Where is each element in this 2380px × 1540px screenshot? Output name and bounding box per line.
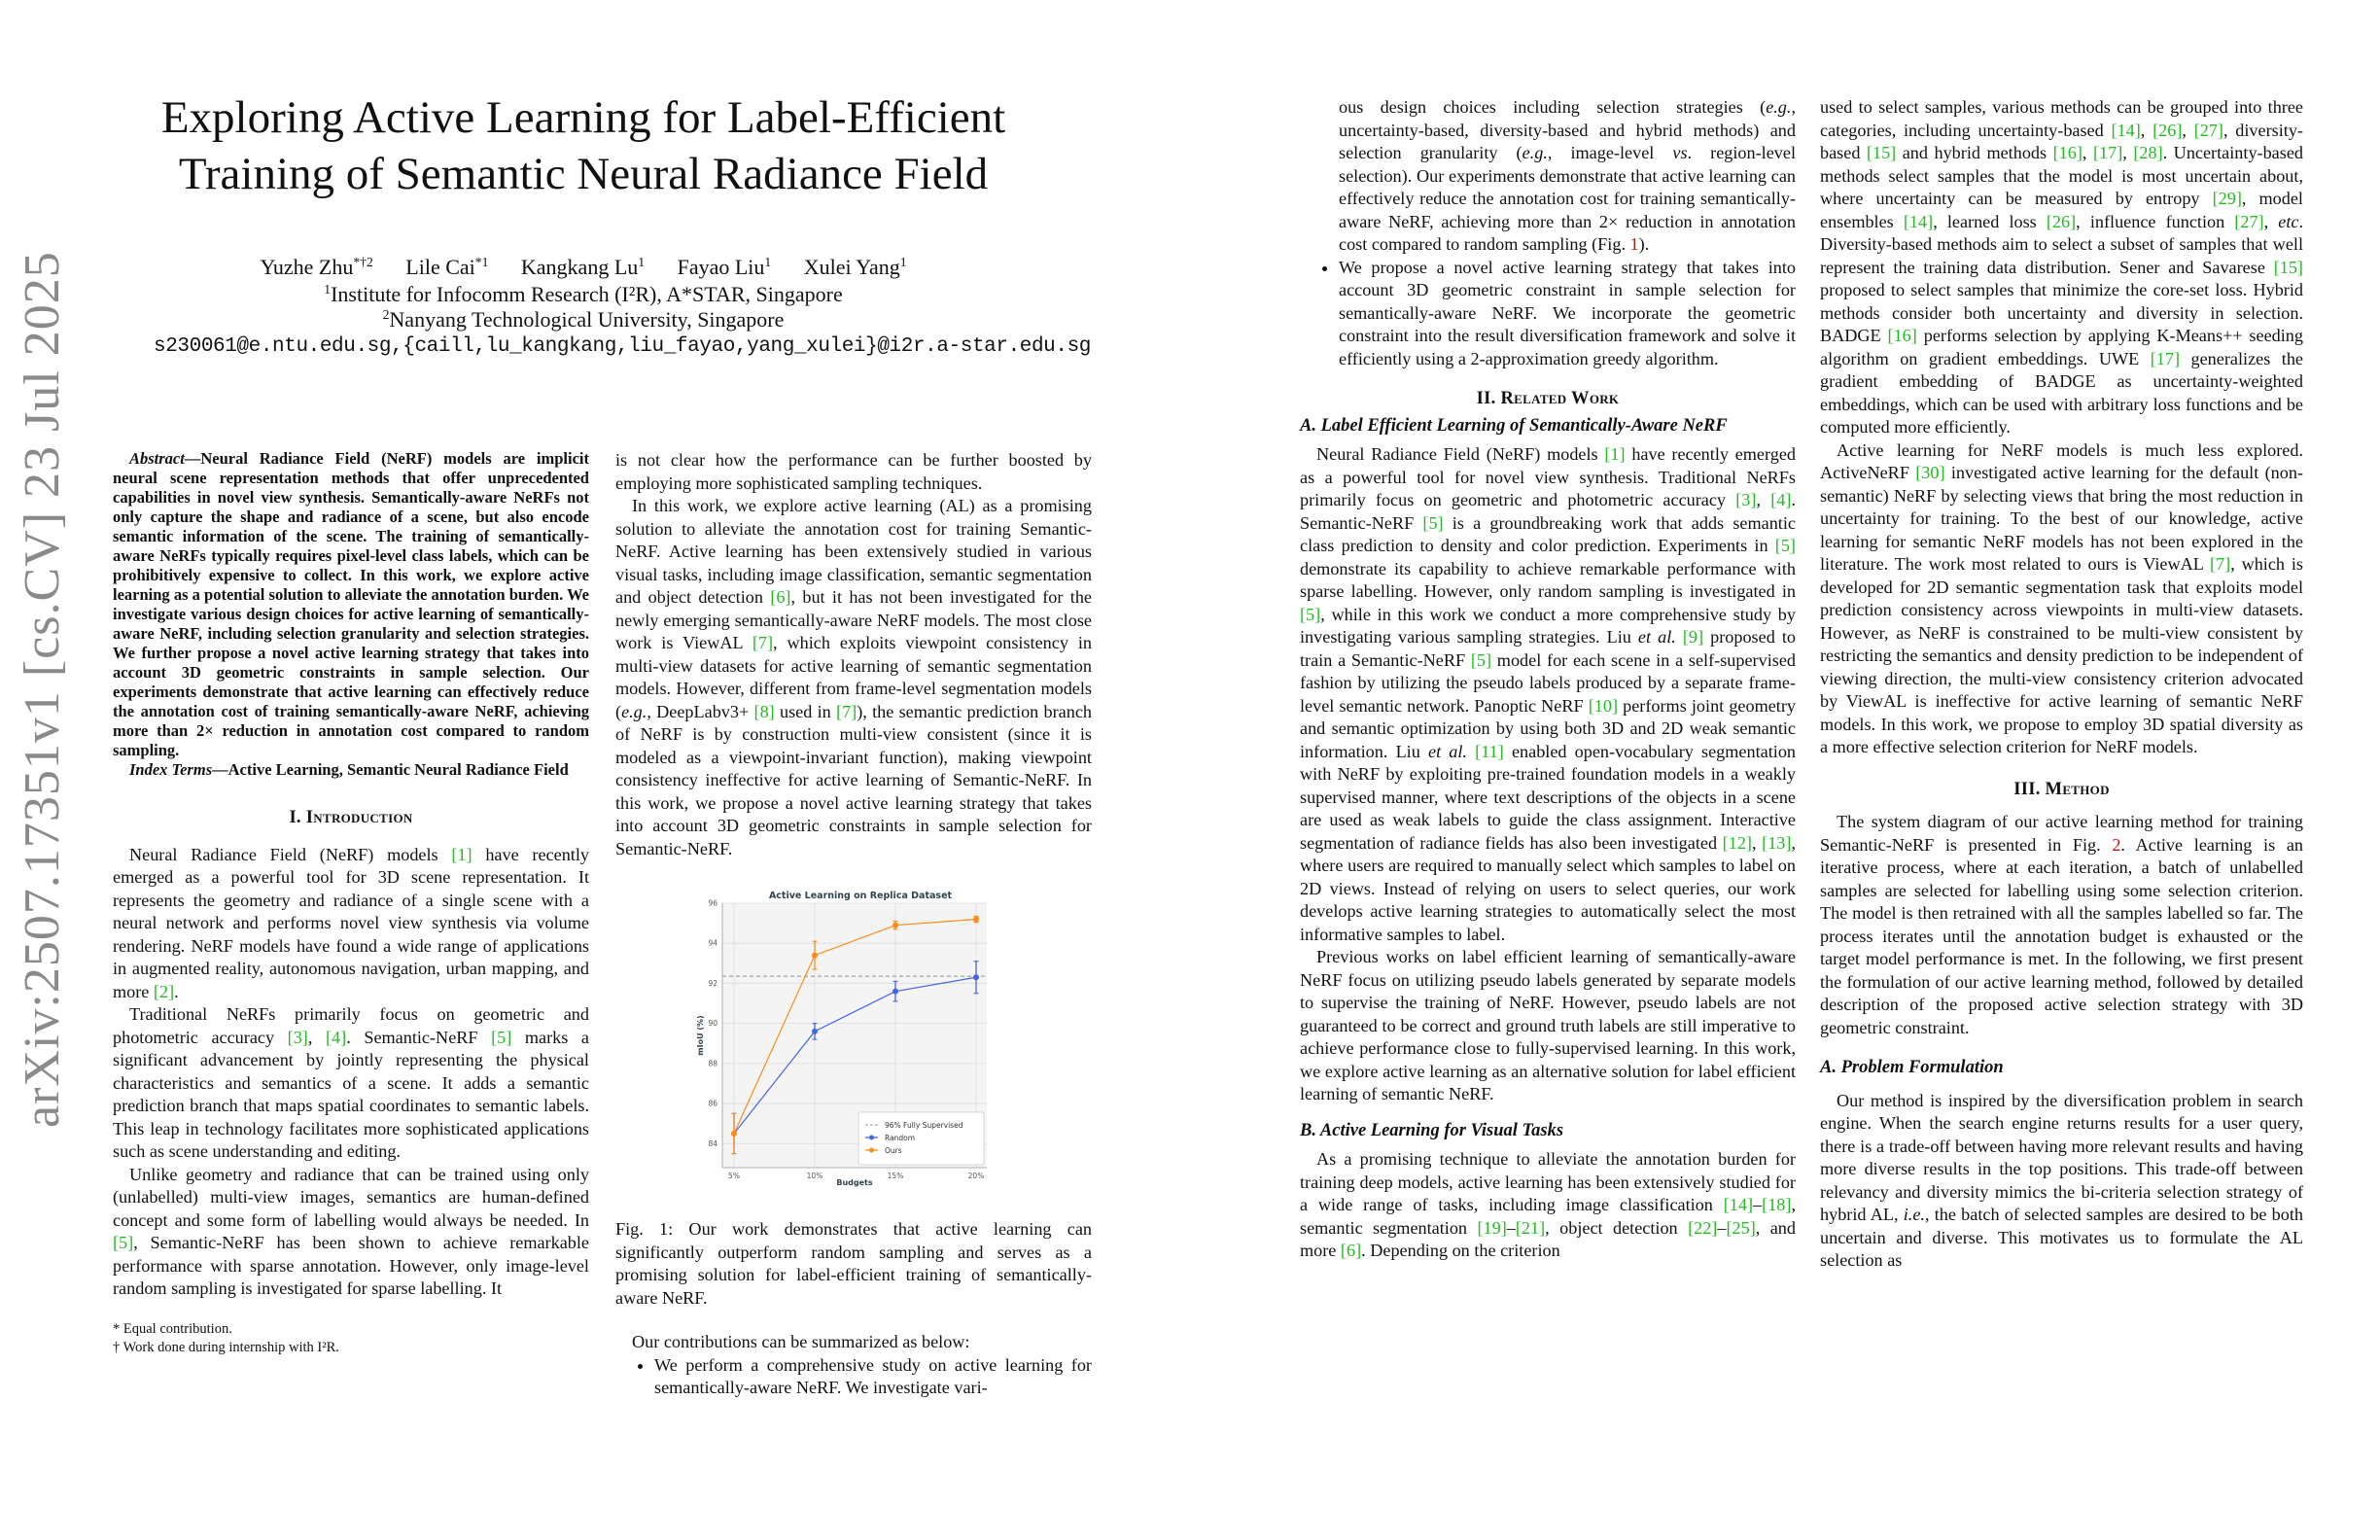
contribution-item-1-cont: ous design choices including selection strategies (e.g., uncertainty-based, diversity-based and hybrid methods) and selection granularity (e.g., image-level vs. region-level selection). Our experiments demonstrate that active learning can effectively reduce the annotation cost for training semantically-aware NeRF, achieving more than 2× reduction in annotation cost compared to random sampling (Fig. 1). [1339, 97, 1796, 254]
citation-link[interactable]: [1] [451, 844, 472, 864]
svg-text:10%: 10% [806, 1172, 823, 1180]
citation-link[interactable]: [17] [2150, 348, 2181, 368]
column-2 [615, 449, 1092, 860]
citation-link[interactable]: [30] [1915, 463, 1945, 482]
citation-link[interactable]: [15] [2273, 257, 2303, 277]
author-affil-mark: 1 [899, 254, 907, 269]
citation-link[interactable]: [21] [1515, 1217, 1546, 1238]
citation-link[interactable]: [17] [2092, 143, 2123, 162]
author [260, 255, 372, 279]
method-paragraph-2: Our method is inspired by the diversification problem in search engine. When the search engine returns results for a user query, there is a trade-off between having more relevant results and having more diverse results in the top positions. This trade-off between relevancy and diversity mimics the bi-criteria selection strategy of hybrid AL, i.e., the batch of selected samples are desired to be both uncertain and diverse. This motivates us to formulate the AL selection as [1820, 1090, 2303, 1270]
svg-text:96: 96 [708, 898, 718, 908]
chart-legend [858, 1112, 984, 1165]
author [678, 255, 772, 279]
citation-link[interactable]: [27] [2234, 211, 2264, 231]
subsection-heading-active-learning: B. Active Learning for Visual Tasks [1300, 1120, 1564, 1140]
citation-link[interactable]: [4] [1770, 490, 1792, 509]
subsection-heading-problem-formulation: A. Problem Formulation [1820, 1058, 2004, 1077]
author-name: Kangkang Lu [520, 255, 639, 279]
title-line-1: Exploring Active Learning for Label-Efficient [160, 92, 1006, 143]
contribution-item-1: • We perform a comprehensive study on active learning for semantically-aware NeRF. We investigate vari- [654, 1354, 1092, 1400]
affil-mark: 2 [382, 306, 390, 322]
citation-link[interactable]: [18] [1762, 1195, 1792, 1214]
abstract-text: —Neural Radiance Field (NeRF) models are implicit neural scene representation methods that offer unprecedented capabilities in novel view synthesis. Semantically-aware NeRFs not only capture the shape and radiance of a scene, but also encode semantic information of the scene. The training of semantically-aware NeRFs typically requires pixel-level class labels, which can be prohibitively expensive to collect. In this work, we explore active learning as a potential solution to alleviate the annotation burden. We investigate various design choices for active learning of semantically-aware NeRF, including selection granularity and selection strategies. We further propose a novel active learning strategy that takes into account 3D geometric constraints in sample selection. Our experiments demonstrate that active learning can effectively reduce the annotation cost of training semantically-aware NeRF, achieving more than 2× reduction in annotation cost compared to random sampling. [113, 449, 589, 759]
citation-link[interactable]: [25] [1726, 1217, 1756, 1238]
chart-title: Active Learning on Replica Dataset [768, 891, 953, 901]
arxiv-identifier-stamp: arXiv:2507.17351v1 [cs.CV] 23 Jul 2025 [15, 251, 70, 1128]
related-paragraph-b1-cont: used to select samples, various methods can be grouped into three categories, including uncertainty-based [14], [26], [27], diversity-based [15] and hybrid methods [16], [17], [28]. Uncertainty-based methods select samples that the model is most uncertain about, where uncertainty can be measured by entropy [29], model ensembles [14], learned loss [26], influence function [27], etc. Diversity-based methods aim to select a subset of samples that well represent the training data distribution. Sener and Savarese [15] proposed to select samples that minimize the core-set loss. Hybrid methods consider both uncertainty and diversity in selection. BADGE [16] performs selection by applying K-Means++ seeding algorithm on gradient embeddings. UWE [17] generalizes the gradient embedding of BADGE as uncertainty-weighted embeddings, which can be used with arbitrary loss functions and be computed more efficiently. [1820, 97, 2304, 437]
subsection-heading-label-efficient: A. Label Efficient Learning of Semantically-Aware NeRF [1300, 415, 1728, 436]
citation-link[interactable]: [2] [153, 981, 175, 1001]
affiliation-2 [117, 307, 1050, 332]
footnote-equal-contribution: * Equal contribution. [113, 1320, 232, 1337]
svg-text:92: 92 [708, 978, 718, 988]
citation-link[interactable]: [6] [770, 587, 791, 607]
citation-link[interactable]: [4] [325, 1027, 347, 1047]
author-list [117, 255, 1050, 280]
citation-link[interactable]: [7] [2209, 554, 2231, 574]
citation-link[interactable]: [6] [1340, 1241, 1362, 1260]
intro-paragraph-2: Traditional NeRFs primarily focus on geometric and photometric accuracy [3], [4]. Semantic-NeRF [5] marks a significant advancement by jointly representing the physical characteristics and semantics of a scene. It adds a semantic prediction branch that maps spatial coordinates to semantic labels. This leap in technology facilitates more sophisticated applications such as scene understanding and editing. [113, 1004, 589, 1161]
citation-link[interactable]: [7] [752, 633, 774, 652]
index-terms-text: —Active Learning, Semantic Neural Radiance Field [212, 760, 569, 779]
section-heading-introduction: I. Introduction [289, 808, 413, 827]
citation-link[interactable]: [13] [1762, 832, 1792, 853]
citation-link[interactable]: [19] [1477, 1217, 1507, 1238]
contributions-intro: Our contributions can be summarized as below: [632, 1332, 970, 1351]
citation-link[interactable]: [5] [491, 1027, 512, 1047]
citation-link[interactable]: [5] [1300, 604, 1321, 624]
column-4 [1820, 96, 2303, 1273]
intro-paragraph-3: Unlike geometry and radiance that can be trained using only (unlabelled) multi-view images, semantics are human-defined concept and some form of labelling would always be needed. In [5], Semantic-NeRF has been shown to achieve remarkable performance with sparse annotation. However, only image-level random sampling is investigated for sparse labelling. It [113, 1164, 589, 1298]
related-paragraph-b2: Active learning for NeRF models is much less explored. ActiveNeRF [30] investigated active learning for the default (non-semantic) NeRF by selecting views that bring the most reduction in uncertainty for training. To the best of our knowledge, active learning for semantic NeRF models has not been explored in the literature. The work most related to ours is ViewAL [7], which is developed for 2D semantic segmentation task that exploits model prediction consistency across viewpoints in multi-view datasets. However, as NeRF is constrained to be multi-view consistent by restricting the semantics and density prediction to be independent of viewing direction, the multi-view consistency criterion advocated by ViewAL is ineffective for active learning of semantic NeRF models. In this work, we propose to employ 3D spatial diversity as a more effective selection criterion for NeRF models. [1820, 439, 2303, 756]
citation-link[interactable]: [16] [1887, 326, 1917, 345]
author-name: Fayao Liu [677, 255, 765, 279]
citation-link[interactable]: [5] [113, 1233, 134, 1252]
y-axis-label: mIoU (%) [696, 1015, 705, 1056]
author [405, 255, 488, 279]
citation-link[interactable]: [5] [1422, 512, 1444, 533]
affil-mark: 1 [324, 281, 332, 297]
contributions-list-cont [1300, 96, 1796, 257]
column-3 [1300, 96, 1796, 1263]
abstract [113, 449, 589, 780]
index-terms-label: Index Terms [129, 760, 213, 779]
citation-link[interactable]: [28] [2133, 143, 2163, 162]
citation-link[interactable]: [1] [1604, 444, 1626, 464]
figure-ref-link[interactable]: 1 [1629, 234, 1639, 254]
citation-link[interactable]: [3] [287, 1027, 308, 1047]
intro-paragraph-4: In this work, we explore active learning (AL) as a promising solution to alleviate the annotation cost for training Semantic-NeRF. Active learning has been extensively studied in various visual tasks, including image classification, semantic segmentation and object detection [6], but it has not been investigated for the newly emerging semantically-aware NeRF models. The most close work is ViewAL [7], which exploits viewpoint consistency in multi-view datasets for active learning of semantic segmentation models. However, different from frame-level segmentation models (e.g., DeepLabv3+ [8] used in [7]), the semantic prediction branch of NeRF is by construction multi-view consistent (since it is modeled as a viewpoint-invariant function), making viewpoint consistency ineffective for active learning of Semantic-NeRF. In this work, we propose a novel active learning strategy that takes into account 3D geometric constraints in sample selection for Semantic-NeRF. [615, 496, 1093, 858]
title-line-2: Training of Semantic Neural Radiance Field [178, 149, 989, 199]
author-affil-mark: *†2 [353, 254, 373, 269]
figure-1-caption: Fig. 1: Our work demonstrates that active learning can significantly outperform random sampling and serves as a promising solution for label-efficient training of semantically-aware NeRF. [615, 1219, 1092, 1308]
related-paragraph-a1: Neural Radiance Field (NeRF) models [1] have recently emerged as a powerful tool for novel view synthesis. Traditional NeRFs primarily focus on geometric and photometric accuracy [3], [4]. Semantic-NeRF [5] is a groundbreaking work that adds semantic class prediction to density and color prediction. Experiments in [5] demonstrate its capability to achieve remarkable performance with sparse labelling. However, only random sampling is investigated in [5], while in this work we conduct a more comprehensive study by investigating various sampling strategies. Liu et al. [9] proposed to train a Semantic-NeRF [5] model for each scene in a self-supervised fashion by utilizing the pseudo labels produced by a separate frame-level semantic network. Panoptic NeRF [10] performs joint geometry and semantic optimization by using both 3D and 2D weak semantic information. Liu et al. [11] enabled open-vocabulary segmentation with NeRF by exploiting pre-trained foundation models in a weakly supervised manner, where text descriptions of the objects in a scene are used as weak labels to guide the class assignment. Interactive segmentation of radiance fields has also been investigated [12], [13], where users are required to manually select which samples to label on 2D views. Instead of relying on users to select queries, our work develops active learning strategies to automatically select the most informative samples to label. [1300, 444, 1797, 944]
citation-link[interactable]: [11] [1475, 741, 1504, 761]
legend-fully-supervised: 96% Fully Supervised [885, 1121, 963, 1130]
x-axis-label: Budgets [836, 1178, 873, 1187]
figure-ref-link[interactable]: 2 [2112, 834, 2121, 855]
citation-link[interactable]: [7] [836, 701, 858, 721]
citation-link[interactable]: [14] [2111, 120, 2141, 140]
author-affil-mark: 1 [638, 254, 646, 269]
svg-text:15%: 15% [887, 1172, 904, 1180]
y-axis-ticks [708, 899, 718, 1148]
author-emails: s230061@e.ntu.edu.sg,{caill,lu_kangkang,liu_fayao,yang_xulei}@i2r.a-star.edu.sg [154, 335, 1091, 358]
citation-link[interactable]: [22] [1688, 1217, 1718, 1238]
citation-link[interactable]: [8] [753, 701, 775, 721]
author [521, 255, 645, 279]
citation-link[interactable]: [26] [2046, 211, 2077, 231]
related-paragraph-a2: Previous works on label efficient learning of semantically-aware NeRF focus on utilizing pseudo labels generated by separate models to supervise the training of NeRF. However, pseudo labels are not guaranteed to be correct and ground truth labels are still imperative to achieve performance close to fully-supervised learning. In this work, we explore active learning as an alternative solution for label efficient learning of semantic NeRF. [1300, 947, 1796, 1103]
citation-link[interactable]: [3] [1735, 490, 1757, 509]
author-name: Xulei Yang [803, 255, 900, 279]
svg-text:88: 88 [708, 1059, 718, 1068]
svg-text:5%: 5% [728, 1172, 740, 1180]
legend-random: Random [885, 1134, 916, 1142]
svg-text:84: 84 [708, 1138, 718, 1148]
intro-paragraph-1: Neural Radiance Field (NeRF) models [1] have recently emerged as a powerful tool for 3D scene representation. It represents the geometry and radiance of a single scene with a neural network and performs novel view synthesis via volume rendering. NeRF models have found a wide range of applications in augmented reality, autonomous navigation, urban mapping, and more [2]. [113, 844, 589, 1001]
contributions-list-2 [1300, 257, 1796, 371]
citation-link[interactable]: [15] [1866, 143, 1897, 162]
citation-link[interactable]: [14] [1723, 1195, 1754, 1214]
citation-link[interactable]: [29] [2212, 189, 2242, 208]
svg-text:20%: 20% [967, 1172, 985, 1180]
author-name: Yuzhe Zhu [260, 255, 354, 279]
abstract-label: Abstract [129, 449, 185, 468]
column-2-lower [615, 1218, 1092, 1400]
column-1 [113, 449, 589, 1357]
citation-link[interactable]: [26] [2152, 120, 2183, 140]
author-affil-mark: *1 [474, 254, 489, 269]
contribution-item-2: • We propose a novel active learning strategy that takes into account 3D geometric constraint in sample selection for semantically-aware NeRF. We incorporate the geometric constraint into the result diversification framework and solve it efficiently using a 2-approximation greedy algorithm. [1339, 257, 1796, 371]
svg-text:86: 86 [708, 1099, 718, 1108]
affil-text: Nanyang Technological University, Singapore [389, 307, 785, 332]
citation-link[interactable]: [10] [1588, 695, 1619, 716]
affiliation-1 [117, 282, 1050, 307]
section-heading-method: III. Method [2013, 779, 2110, 799]
citation-link[interactable]: [12] [1722, 832, 1752, 853]
legend-ours: Ours [885, 1146, 902, 1155]
method-paragraph-1: The system diagram of our active learning method for training Semantic-NeRF is presented in Fig. 2. Active learning is an iterative process, where at each iteration, a batch of unlabelled samples are selected for labelling using some selection criterion. The model is then retrained with all the samples labelled so far. The process iterates until the annotation budget is exhausted or the target model performance is met. In the following, we first present the formulation of our active learning method, followed by detailed description of the proposed active selection strategy with 3D geometric constraint. [1820, 812, 2303, 1037]
footnote-internship: † Work done during internship with I²R. [113, 1339, 339, 1355]
citation-link[interactable]: [16] [2052, 143, 2082, 162]
citation-link[interactable]: [5] [1470, 649, 1492, 670]
author [804, 255, 907, 279]
section-heading-related-work: II. Related Work [1476, 389, 1620, 408]
contributions-list [615, 1354, 1092, 1400]
intro-paragraph-3-cont: is not clear how the performance can be further boosted by employing more sophisticated sampling techniques. [615, 450, 1092, 493]
figure-1-chart [681, 885, 1011, 1206]
svg-text:90: 90 [708, 1019, 718, 1029]
citation-link[interactable]: [14] [1903, 211, 1934, 231]
affil-text: Institute for Infocomm Research (I²R), A*STAR, Singapore [331, 282, 843, 306]
citation-link[interactable]: [27] [2193, 120, 2223, 140]
author-name: Lile Cai [405, 255, 475, 279]
citation-link[interactable]: [5] [1774, 536, 1796, 555]
paper-title [117, 89, 1050, 202]
citation-link[interactable]: [9] [1682, 627, 1704, 647]
related-paragraph-b1: As a promising technique to alleviate the annotation burden for training deep models, active learning has been extensively studied for a wide range of tasks, including image classification [14]–[18], semantic segmentation [19]–[21], object detection [22]–[25], and more [6]. Depending on the criterion [1300, 1149, 1796, 1260]
author-affil-mark: 1 [764, 254, 772, 269]
svg-text:94: 94 [708, 938, 718, 948]
